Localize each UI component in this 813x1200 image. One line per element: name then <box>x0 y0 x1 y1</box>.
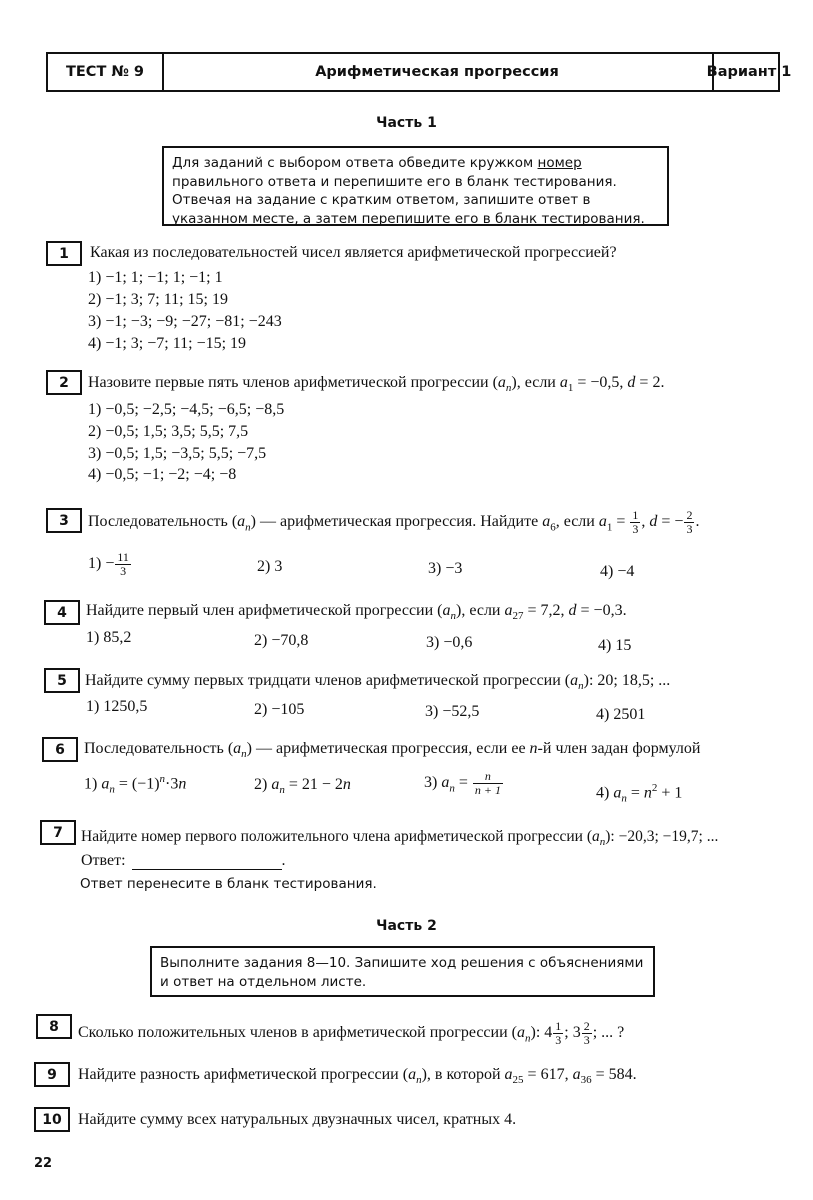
q5-option-1: 1) 1250,5 <box>86 698 148 715</box>
q6-option-2: 2) $a_n = 21 - 2n$ <box>254 776 351 797</box>
instruction-text-1: Для заданий с выбором ответа обведите кружком <box>172 155 538 171</box>
q4-option-2: 2) −70,8 <box>254 632 309 649</box>
part2-instructions: Выполните задания 8—10. Запишите ход решения с объяснениями и ответ на отдельном листе. <box>150 946 655 997</box>
question-number-5: 5 <box>44 668 80 693</box>
question-number-1: 1 <box>46 241 82 266</box>
question-number-10: 10 <box>34 1107 70 1132</box>
transfer-note: Ответ перенесите в бланк тестирования. <box>80 876 377 892</box>
variant-label: Вариант 1 <box>706 64 792 80</box>
fraction: $\frac{1}{3}$ <box>632 508 639 536</box>
part1-title: Часть 1 <box>376 115 437 131</box>
question-5-text: Найдите сумму первых тридцати членов арифметической прогрессии $(a_n)$: 20; 18,5; ... <box>85 672 671 693</box>
question-6-text: Последовательность $(a_n)$ — арифметическая прогрессия, если ее n-й член задан формулой <box>84 740 701 761</box>
q6-option-1: 1) $a_n = (-1)^n\cdot 3n$ <box>84 773 187 796</box>
q1-option-3: 3) −1; −3; −9; −27; −81; −243 <box>88 313 282 330</box>
q2-option-3: 3) −0,5; 1,5; −3,5; 5,5; −7,5 <box>88 445 267 462</box>
question-number-6: 6 <box>42 737 78 762</box>
question-10-text: Найдите сумму всех натуральных двузначных чисел, кратных 4. <box>78 1111 517 1128</box>
fraction: $\frac{2}{3}$ <box>686 508 693 536</box>
q3-option-1: 1) − $\frac{11}{3}$ <box>88 550 129 578</box>
question-1-text: Какая из последовательностей чисел является арифметической прогрессией? <box>90 244 617 261</box>
test-number: ТЕСТ № 9 <box>48 54 164 90</box>
q3-option-3: 3) −3 <box>428 560 463 577</box>
q5-option-2: 2) −105 <box>254 701 305 718</box>
q1-option-4: 4) −1; 3; −7; 11; −15; 19 <box>88 335 247 352</box>
page-number: 22 <box>34 1156 53 1171</box>
q2-option-1: 1) −0,5; −2,5; −4,5; −6,5; −8,5 <box>88 401 285 418</box>
q4-option-3: 3) −0,6 <box>426 634 473 651</box>
question-number-4: 4 <box>44 600 80 625</box>
q5-option-3: 3) −52,5 <box>425 703 480 720</box>
question-number-2: 2 <box>46 370 82 395</box>
question-number-7: 7 <box>40 820 76 845</box>
part2-title: Часть 2 <box>376 918 437 934</box>
q6-option-3: 3) $a_n$ = $\frac{n}{n + 1}$ <box>424 769 501 797</box>
answer-label: Ответ: <box>81 852 126 869</box>
part1-instructions <box>162 146 669 226</box>
question-2-text: Назовите первые пять членов арифметической прогрессии $(a_n)$, если $a_1 = -0,5$, d = 2. <box>88 374 665 395</box>
question-3-text: Последовательность $(a_n)$ — арифметическая прогрессия. Найдите $a_6$, если $a_1$ = $\frac{1}{3}$ , d = − $\frac{2}{3}$ . <box>88 508 700 536</box>
question-8-text: Сколько положительных членов в арифметической прогрессии $(a_n)$: 4 $\frac{1}{3}$ ; 3 $\frac{2}{3}$ ; ... ? <box>78 1019 625 1047</box>
instruction-underlined: номер <box>537 155 582 171</box>
q2-option-4: 4) −0,5; −1; −2; −4; −8 <box>88 466 237 483</box>
answer-blank-line[interactable] <box>132 855 282 870</box>
q4-option-1: 1) 85,2 <box>86 629 132 646</box>
q6-option-4: 4) $a_n = n^2 + 1$ <box>596 782 683 805</box>
q4-option-4: 4) 15 <box>598 637 632 654</box>
q3-option-2: 2) 3 <box>257 558 283 575</box>
question-number-8: 8 <box>36 1014 72 1039</box>
test-header <box>46 52 792 92</box>
q1-option-2: 2) −1; 3; 7; 11; 15; 19 <box>88 291 228 308</box>
q5-option-4: 4) 2501 <box>596 706 646 723</box>
q2-option-2: 2) −0,5; 1,5; 3,5; 5,5; 7,5 <box>88 423 249 440</box>
q1-option-1: 1) −1; 1; −1; 1; −1; 1 <box>88 269 223 286</box>
instruction-text-2: правильного ответа и перепишите его в бланк тестирования. Отвечая на задание с кратким ответом, запишите ответ в указанном месте, а затем перепишите его в бланк тестирования. <box>172 173 645 227</box>
test-title: Арифметическая прогрессия <box>162 54 714 90</box>
question-4-text: Найдите первый член арифметической прогрессии $(a_n)$, если $a_{27} = 7,2$, d = −0,3. <box>86 602 627 623</box>
q3-option-4: 4) −4 <box>600 563 635 580</box>
question-7-text: Найдите номер первого положительного члена арифметической прогрессии $(a_n)$: −20,3; −19,7; ... <box>81 828 719 849</box>
question-9-text: Найдите разность арифметической прогрессии $(a_n)$, в которой $a_{25} = 617$, $a_{36} = 584$. <box>78 1066 637 1087</box>
question-number-3: 3 <box>46 508 82 533</box>
question-number-9: 9 <box>34 1062 70 1087</box>
q7-answer-field[interactable]: Ответ: . <box>81 852 286 869</box>
